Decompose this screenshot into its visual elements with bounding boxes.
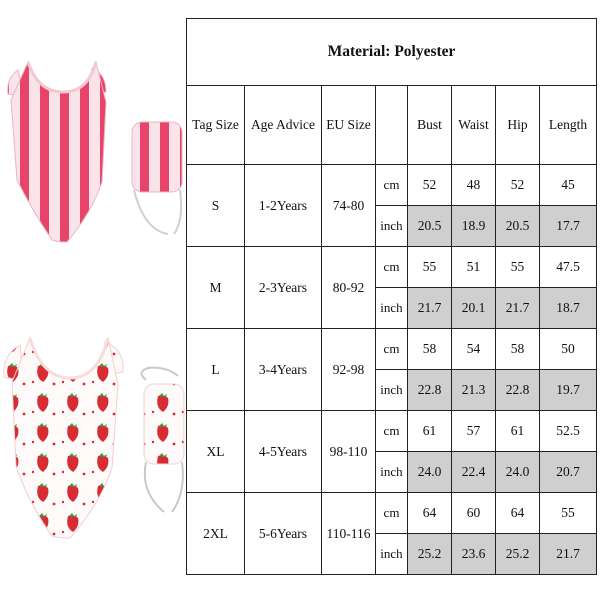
length-cm-cell: 47.5 xyxy=(540,247,597,288)
striped-hat xyxy=(132,122,182,234)
bust-cm-cell: 58 xyxy=(408,329,452,370)
bust-inch-cell: 20.5 xyxy=(408,206,452,247)
bust-inch-cell: 25.2 xyxy=(408,534,452,575)
age-advice-cell: 5-6Years xyxy=(245,493,322,575)
hip-cm-cell: 64 xyxy=(496,493,540,534)
length-cm-cell: 55 xyxy=(540,493,597,534)
tag-size-cell: 2XL xyxy=(187,493,245,575)
length-inch-cell: 17.7 xyxy=(540,206,597,247)
size-rows xyxy=(187,165,597,575)
unit-inch-cell: inch xyxy=(376,370,408,411)
col-header-tag-size: Tag Size xyxy=(187,86,245,165)
age-advice-cell: 2-3Years xyxy=(245,247,322,329)
unit-cm-cell: cm xyxy=(376,411,408,452)
bust-cm-cell: 55 xyxy=(408,247,452,288)
unit-cm-cell: cm xyxy=(376,329,408,370)
unit-inch-cell: inch xyxy=(376,452,408,493)
unit-inch-cell: inch xyxy=(376,206,408,247)
length-inch-cell: 21.7 xyxy=(540,534,597,575)
waist-inch-cell: 23.6 xyxy=(452,534,496,575)
unit-cm-cell: cm xyxy=(376,165,408,206)
table-row xyxy=(187,247,597,288)
length-inch-cell: 20.7 xyxy=(540,452,597,493)
hip-inch-cell: 22.8 xyxy=(496,370,540,411)
col-header-length: Length xyxy=(540,86,597,165)
length-cm-cell: 50 xyxy=(540,329,597,370)
eu-size-cell: 92-98 xyxy=(322,329,376,411)
striped-swimsuit xyxy=(8,62,106,242)
waist-cm-cell: 60 xyxy=(452,493,496,534)
bust-cm-cell: 64 xyxy=(408,493,452,534)
table-row xyxy=(187,411,597,452)
tag-size-cell: XL xyxy=(187,411,245,493)
hip-cm-cell: 55 xyxy=(496,247,540,288)
hip-inch-cell: 25.2 xyxy=(496,534,540,575)
col-header-bust: Bust xyxy=(408,86,452,165)
hip-cm-cell: 61 xyxy=(496,411,540,452)
col-header-unit xyxy=(376,86,408,165)
waist-inch-cell: 22.4 xyxy=(452,452,496,493)
length-inch-cell: 18.7 xyxy=(540,288,597,329)
unit-cm-cell: cm xyxy=(376,493,408,534)
eu-size-cell: 74-80 xyxy=(322,165,376,247)
eu-size-cell: 110-116 xyxy=(322,493,376,575)
waist-cm-cell: 48 xyxy=(452,165,496,206)
header-row xyxy=(187,86,597,165)
unit-cm-cell: cm xyxy=(376,247,408,288)
tag-size-cell: S xyxy=(187,165,245,247)
bust-cm-cell: 52 xyxy=(408,165,452,206)
eu-size-cell: 80-92 xyxy=(322,247,376,329)
col-header-eu-size: EU Size xyxy=(322,86,376,165)
hip-cm-cell: 52 xyxy=(496,165,540,206)
col-header-waist: Waist xyxy=(452,86,496,165)
waist-cm-cell: 51 xyxy=(452,247,496,288)
table-row xyxy=(187,493,597,534)
waist-inch-cell: 20.1 xyxy=(452,288,496,329)
table-row xyxy=(187,165,597,206)
tag-size-cell: L xyxy=(187,329,245,411)
bust-inch-cell: 24.0 xyxy=(408,452,452,493)
hip-cm-cell: 58 xyxy=(496,329,540,370)
bust-inch-cell: 21.7 xyxy=(408,288,452,329)
table-row xyxy=(187,329,597,370)
table-title: Material: Polyester xyxy=(187,19,597,86)
size-table xyxy=(186,18,597,575)
bust-inch-cell: 22.8 xyxy=(408,370,452,411)
strawberry-hat xyxy=(141,368,184,512)
strawberry-swimsuit xyxy=(4,338,123,538)
col-header-hip: Hip xyxy=(496,86,540,165)
size-chart xyxy=(186,18,596,575)
swimsuit-illustrations xyxy=(0,0,186,600)
tag-size-cell: M xyxy=(187,247,245,329)
hip-inch-cell: 21.7 xyxy=(496,288,540,329)
product-photos xyxy=(0,0,186,600)
length-cm-cell: 52.5 xyxy=(540,411,597,452)
waist-cm-cell: 57 xyxy=(452,411,496,452)
eu-size-cell: 98-110 xyxy=(322,411,376,493)
waist-inch-cell: 21.3 xyxy=(452,370,496,411)
age-advice-cell: 1-2Years xyxy=(245,165,322,247)
age-advice-cell: 4-5Years xyxy=(245,411,322,493)
unit-inch-cell: inch xyxy=(376,288,408,329)
length-cm-cell: 45 xyxy=(540,165,597,206)
hip-inch-cell: 20.5 xyxy=(496,206,540,247)
waist-inch-cell: 18.9 xyxy=(452,206,496,247)
unit-inch-cell: inch xyxy=(376,534,408,575)
waist-cm-cell: 54 xyxy=(452,329,496,370)
hip-inch-cell: 24.0 xyxy=(496,452,540,493)
col-header-age-advice: Age Advice xyxy=(245,86,322,165)
bust-cm-cell: 61 xyxy=(408,411,452,452)
age-advice-cell: 3-4Years xyxy=(245,329,322,411)
length-inch-cell: 19.7 xyxy=(540,370,597,411)
